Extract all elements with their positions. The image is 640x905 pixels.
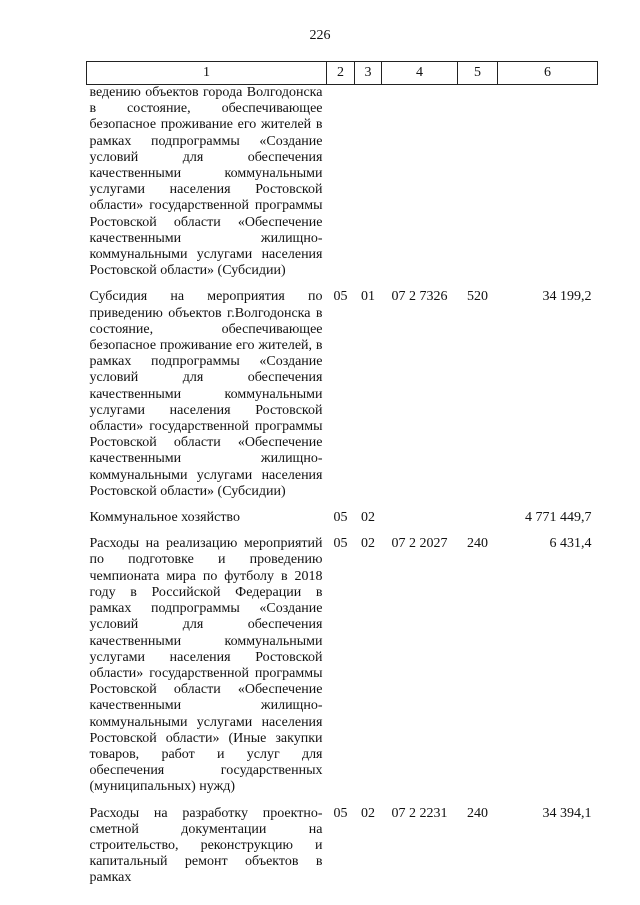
row-subsection: 02 bbox=[361, 805, 375, 821]
row-target-article: 07 2 2027 bbox=[391, 536, 448, 552]
row-description: Расходы на разработку проектно-сметной документации на строительство, реконструкцию и капитальный ремонт объектов в рамках bbox=[89, 805, 323, 886]
row-section: 05 bbox=[333, 536, 348, 552]
row-description: Субсидия на мероприятия по приведению объектов г.Волгодонска в состояние, обеспечивающее безопасное проживание его жителей, в рамках подпрограммы «Создание условий для обеспечения качественными коммунальными услугами населения Ростовской области» государственной программы Ростовской области «Обеспечение качественными жилищно-коммунальными услугами населения Ростовской области» (Субсидии) bbox=[89, 289, 323, 499]
page-number: 226 bbox=[309, 28, 331, 43]
row-expense-type: 520 bbox=[467, 289, 488, 305]
row-expense-type bbox=[458, 85, 498, 280]
header-col-2: 2 bbox=[327, 62, 355, 85]
table-row bbox=[87, 796, 598, 887]
table-body bbox=[87, 85, 598, 887]
row-subsection bbox=[355, 85, 382, 280]
row-description: Коммунальное хозяйство bbox=[89, 510, 240, 526]
row-subsection: 02 bbox=[361, 536, 375, 552]
row-amount: 6 431,4 bbox=[549, 536, 592, 552]
header-col-6: 6 bbox=[498, 62, 598, 85]
row-section: 05 bbox=[333, 510, 348, 526]
table-row bbox=[87, 85, 598, 280]
row-target-article: 07 2 2231 bbox=[391, 805, 448, 821]
row-target-article bbox=[382, 500, 458, 526]
row-description: Расходы на реализацию мероприятий по подготовке и проведению чемпионата мира по футболу в 2018 году в Российской Федерации в рамках подпрограммы «Создание условий для обеспечения качественными коммунальными услугами населения Ростовской области» государственной программы Ростовской области «Обеспечение качественными жилищно-коммунальными услугами населения Ростовской области» (Иные закупки товаров, работ и услуг для обеспечения государственных (муниципальных) нужд) bbox=[89, 536, 323, 795]
row-subsection: 02 bbox=[361, 510, 375, 526]
row-section: 05 bbox=[333, 805, 348, 821]
table-row bbox=[87, 500, 598, 526]
row-target-article bbox=[382, 85, 458, 280]
row-target-article: 07 2 7326 bbox=[391, 289, 448, 305]
header-col-3: 3 bbox=[355, 62, 382, 85]
row-amount bbox=[498, 85, 598, 280]
row-expense-type: 240 bbox=[467, 536, 488, 552]
row-expense-type bbox=[458, 500, 498, 526]
row-section: 05 bbox=[333, 289, 348, 305]
budget-table bbox=[86, 61, 598, 887]
row-amount: 34 394,1 bbox=[542, 805, 592, 821]
row-expense-type: 240 bbox=[467, 805, 488, 821]
header-col-1: 1 bbox=[87, 62, 327, 85]
header-col-4: 4 bbox=[382, 62, 458, 85]
row-amount: 4 771 449,7 bbox=[525, 510, 592, 526]
row-description: ведению объектов города Волгодонска в состояние, обеспечивающее безопасное проживание его жителей в рамках подпрограммы «Создание условий для обеспечения качественными коммунальными услугами населения Ростовской области» государственной программы Ростовской области «Обеспечение качественными жилищно-коммунальными услугами населения Ростовской области» (Субсидии) bbox=[89, 85, 323, 279]
table-row bbox=[87, 279, 598, 500]
row-section bbox=[327, 85, 355, 280]
header-row bbox=[87, 62, 598, 85]
table-header bbox=[87, 62, 598, 85]
row-subsection: 01 bbox=[361, 289, 375, 305]
table-row bbox=[87, 526, 598, 795]
row-amount: 34 199,2 bbox=[542, 289, 592, 305]
header-col-5: 5 bbox=[458, 62, 498, 85]
